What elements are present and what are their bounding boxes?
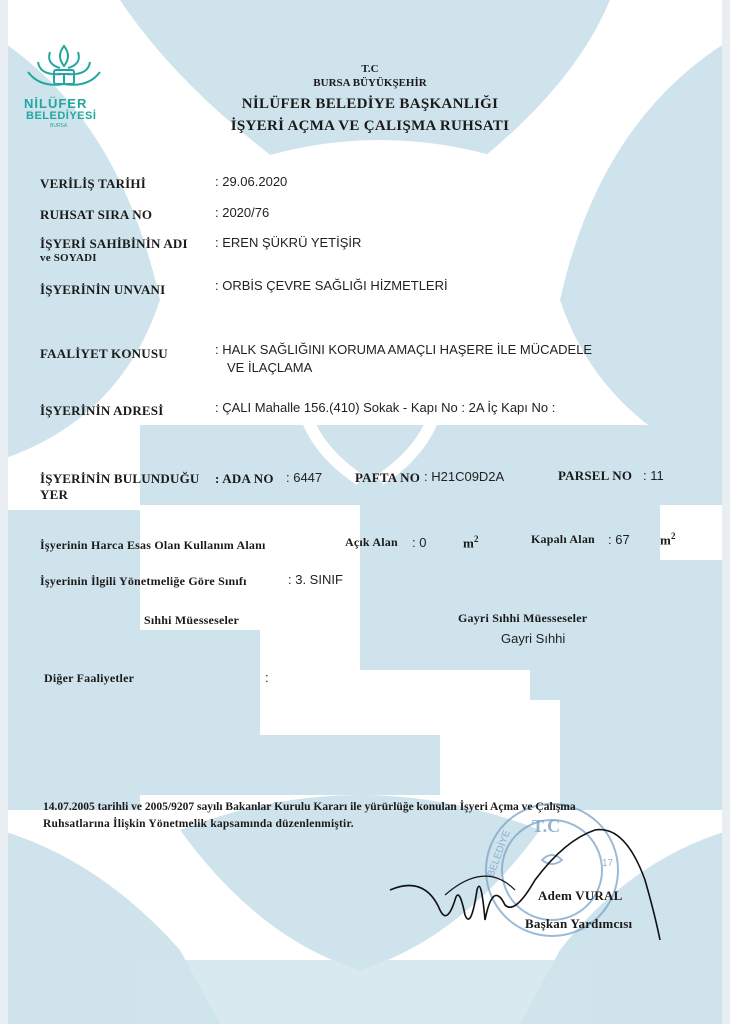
logo-line2: BELEDİYESİ (26, 110, 97, 122)
parsel-label: PARSEL NO (558, 468, 633, 483)
footer-line2: Ruhsatlarına İlişkin Yönetmelik kapsamında düzenlenmiştir. (43, 818, 354, 830)
header-tc: T.C (361, 63, 379, 75)
sahip-label-2: ve SOYADI (40, 252, 97, 264)
faaliyet-label: FAALİYET KONUSU (40, 346, 168, 361)
ada-value: : 6447 (286, 470, 323, 485)
yer-label-2: YER (40, 487, 69, 502)
sira-label: RUHSAT SIRA NO (40, 207, 153, 222)
signer-name: Adem VURAL (538, 888, 623, 903)
sira-value: : 2020/76 (215, 205, 270, 220)
sinif-label: İşyerinin İlgili Yönetmeliğe Göre Sınıfı (40, 574, 247, 588)
adres-value: : ÇALI Mahalle 156.(410) Sokak - Kapı No : 2A İç Kapı No : (215, 400, 556, 415)
svg-text:17: 17 (602, 858, 614, 869)
yer-label-1: İŞYERİNİN BULUNDUĞU (40, 471, 200, 486)
acik-label: Açık Alan (345, 535, 398, 549)
logo-line3: BURSA (50, 123, 68, 129)
logo-line1: NİLÜFER (24, 96, 88, 111)
faaliyet-value-1: : HALK SAĞLIĞINI KORUMA AMAÇLI HAŞERE İLE MÜCADELE (215, 342, 593, 357)
adres-label: İŞYERİNİN ADRESİ (40, 403, 164, 418)
area-label: İşyerinin Harca Esas Olan Kullanım Alanı (40, 538, 266, 552)
pafta-value: : H21C09D2A (424, 469, 505, 484)
kapali-label: Kapalı Alan (531, 532, 595, 546)
signer-title: Başkan Yardımcısı (525, 916, 633, 931)
parsel-value: : 11 (643, 468, 664, 483)
faaliyet-value-2: VE İLAÇLAMA (227, 360, 313, 375)
diger-value: : (265, 670, 269, 685)
acik-value: : 0 (412, 535, 427, 550)
kapali-value: : 67 (608, 532, 630, 547)
sahip-value: : EREN ŞÜKRÜ YETİŞİR (215, 235, 362, 250)
footer-line1: 14.07.2005 tarihli ve 2005/9207 sayılı Bakanlar Kurulu Kararı ile yürürlüğe konulan İşyeri Açma ve Çalışma (43, 801, 576, 813)
sinif-value: : 3. SINIF (288, 572, 343, 587)
kapali-unit-m: m (660, 532, 672, 548)
header-bursa: BURSA BÜYÜKŞEHİR (313, 77, 427, 89)
diger-label: Diğer Faaliyetler (44, 671, 135, 685)
sihhi-label: Sıhhi Müesseseler (144, 613, 240, 627)
acik-unit (463, 534, 479, 551)
gayri-sihhi-value: Gayri Sıhhi (501, 631, 566, 646)
svg-text:T.C: T.C (532, 816, 561, 836)
acik-unit-m: m (463, 535, 475, 551)
header-municipality: NİLÜFER BELEDİYE BAŞKANLIĞI (241, 96, 499, 112)
acik-unit-sup: 2 (474, 534, 479, 544)
unvan-label: İŞYERİNİN UNVANI (40, 282, 166, 297)
pafta-label: PAFTA NO (355, 470, 421, 485)
unvan-value: : ORBİS ÇEVRE SAĞLIĞI HİZMETLERİ (215, 278, 448, 293)
sahip-label-1: İŞYERİ SAHİBİNİN ADI (40, 236, 188, 251)
verilis-value: : 29.06.2020 (215, 174, 288, 189)
ada-label: : ADA NO (215, 471, 274, 486)
gayri-sihhi-label: Gayri Sıhhi Müesseseler (458, 611, 588, 625)
kapali-unit (660, 531, 676, 548)
verilis-label: VERİLİŞ TARİHİ (40, 176, 146, 191)
svg-text:BELEDİYE: BELEDİYE (485, 828, 513, 879)
nilufer-logo-icon (20, 40, 108, 100)
kapali-unit-sup: 2 (671, 531, 676, 541)
page-title: İŞYERİ AÇMA VE ÇALIŞMA RUHSATI (230, 118, 510, 134)
